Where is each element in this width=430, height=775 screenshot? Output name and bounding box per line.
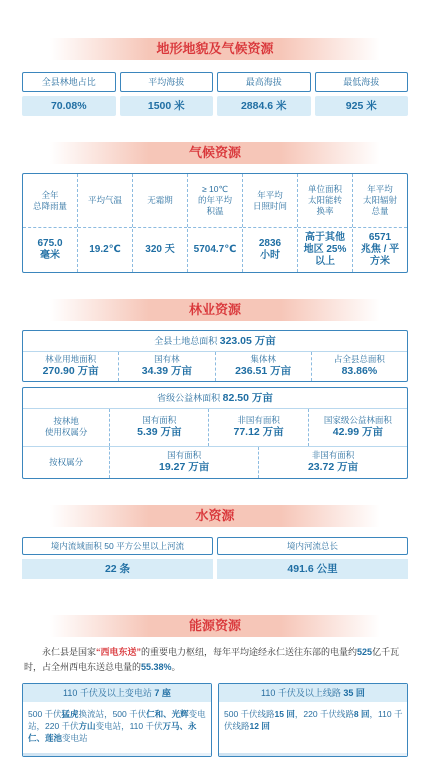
climate-value-text: 675.0 毫米 [37,238,63,261]
climate-header [243,174,297,228]
by-use-label-text: 国有面积 [142,415,177,425]
forest-stat [119,352,215,381]
energy-card-text: 换流站，500 千伏 [78,709,147,719]
energy-card-text: 500 千伏线路 [224,709,275,719]
by-owner-value: 23.72 万亩 [307,461,359,473]
by-owner-label: 按权属分 [23,447,110,478]
climate-header-text: 无霜期 [147,195,173,205]
climate-column [23,174,78,272]
climate-header [133,174,187,228]
energy-card-text: 方山 [78,721,96,731]
climate-value-text: 2836 小时 [258,238,282,261]
climate-column [133,174,188,272]
terrain-header: 全县林地占比 [22,72,116,92]
climate-value-text: 19.2℃ [89,244,121,255]
energy-card-text: 万马、永仁、莲池 [28,721,197,743]
climate-header-text: 单位面积 太阳能转 换率 [307,184,342,216]
energy-card-text: 8 回 [353,709,370,719]
climate-value [133,228,187,272]
climate-table [22,173,408,273]
forest-stat-label: 国有林 [154,354,180,364]
forest-stat-value: 270.90 万亩 [42,365,99,377]
forest-public-label: 省级公益林面积 [157,393,221,403]
water-header: 境内河流总长 [217,537,408,555]
by-owner-cell [110,447,259,478]
line-card-title: 110 千伏及以上线路 35 回 [219,684,407,702]
climate-value [353,228,407,272]
forest-total-label: 全县土地总面积 [154,336,218,346]
climate-header-text: 平均气温 [87,195,122,205]
section-title-forest: 林业资源 [50,299,380,321]
by-owner-label-text: 非国有面积 [311,450,355,460]
by-owner-value: 19.27 万亩 [159,461,210,473]
energy-card-text: 光辉 [171,709,189,719]
climate-value [23,228,77,272]
line-card-body [219,702,407,732]
terrain-header: 平均海拔 [120,72,214,92]
by-use-label-text: 非国有面积 [237,415,280,425]
section-title-terrain: 地形地貌及气候资源 [50,38,380,60]
line-card [218,683,408,757]
substation-card-title: 110 千伏及以上变电站 7 座 [23,684,211,702]
energy-card-text: 猛虎 [61,709,79,719]
section-title-water: 水资源 [50,505,380,527]
climate-value [188,228,242,272]
substation-card-body [23,702,211,744]
forest-stat-label: 林业用地面积 [45,354,97,364]
energy-card-text: 仁和、 [146,709,172,719]
by-use-cell [209,409,308,446]
climate-value-text: 6571 兆焦 / 平 方米 [360,232,400,267]
energy-card-text: 变电站， [95,721,130,731]
forest-stat-value: 83.86% [341,365,378,377]
water-value: 491.6 公里 [217,559,408,579]
by-use-label-text: 国家级公益林面积 [323,415,392,425]
by-owner-label-text: 国有面积 [167,450,202,460]
energy-card-text: ，220 千伏线路 [294,709,354,719]
energy-card-text: 110 千伏 [129,721,163,731]
climate-header [23,174,77,228]
forest-total [23,331,407,351]
climate-header-text: 年平均 太阳辐射 总量 [362,184,397,216]
climate-value [78,228,132,272]
terrain-value: 2884.6 米 [217,96,311,116]
forest-public-total [23,388,407,408]
forest-land-box [22,330,408,382]
terrain-value: 1500 米 [120,96,214,116]
section-title-climate: 气候资源 [50,142,380,164]
energy-card-text: 500 千伏 [28,709,62,719]
energy-card-text: ， [369,709,379,719]
forest-public-box [22,387,408,479]
climate-value [243,228,297,272]
climate-value-text: 5704.7℃ [193,244,237,255]
forest-stat [216,352,312,381]
by-owner-cell [259,447,407,478]
forest-stat-value: 236.51 万亩 [235,365,292,377]
climate-column [298,174,353,272]
climate-value-text: 高于其他 地区 25% 以上 [303,232,347,267]
energy-card-text: 变电站 [62,733,88,743]
energy-card-text: 110 千伏线路 [224,709,403,731]
substation-card [22,683,212,757]
section-title-energy: 能源资源 [50,615,380,637]
forest-stat [23,352,119,381]
forest-stat-label: 集体林 [250,354,276,364]
forest-public-value: 82.50 万亩 [222,392,273,404]
by-use-cell [110,409,209,446]
climate-column [353,174,407,272]
by-use-value: 5.39 万亩 [137,426,182,438]
energy-card-text: 12 回 [249,721,270,731]
energy-card-text: 变电站，220 千伏 [28,709,206,731]
climate-column [78,174,133,272]
climate-header [188,174,242,228]
forest-total-value: 323.05 万亩 [219,335,276,347]
water-value: 22 条 [22,559,213,579]
forest-stat [312,352,407,381]
energy-card-text: 15 回 [274,709,295,719]
by-use-label: 按林地 使用权属分 [23,409,110,446]
climate-column [188,174,243,272]
by-use-value: 77.12 万亩 [233,426,284,438]
climate-header [298,174,352,228]
climate-header-text: 全年 总降雨量 [32,189,67,211]
by-use-value: 42.99 万亩 [332,426,383,438]
climate-header [78,174,132,228]
climate-value [298,228,352,272]
terrain-header: 最低海拔 [315,72,409,92]
terrain-header: 最高海拔 [217,72,311,92]
terrain-value: 70.08% [22,96,116,116]
terrain-value: 925 米 [315,96,409,116]
forest-stat-value: 34.39 万亩 [141,365,192,377]
climate-value-text: 320 天 [145,244,175,255]
forest-stat-label: 占全县总面积 [333,354,385,364]
climate-header-text: ≥ 10℃ 的年平均 积温 [197,184,232,216]
by-use-cell [309,409,407,446]
water-header: 境内流域面积 50 平方公里以上河流 [22,537,213,555]
climate-header-text: 年平均 日照时间 [252,189,287,211]
climate-header [353,174,407,228]
energy-paragraph: 永仁县是国家“西电东送”的重要电力枢纽，每年平均途经永仁送往东部的电量约525亿千瓦时，占全州西电东送总电量的55.38%。 [24,647,400,672]
climate-column [243,174,298,272]
